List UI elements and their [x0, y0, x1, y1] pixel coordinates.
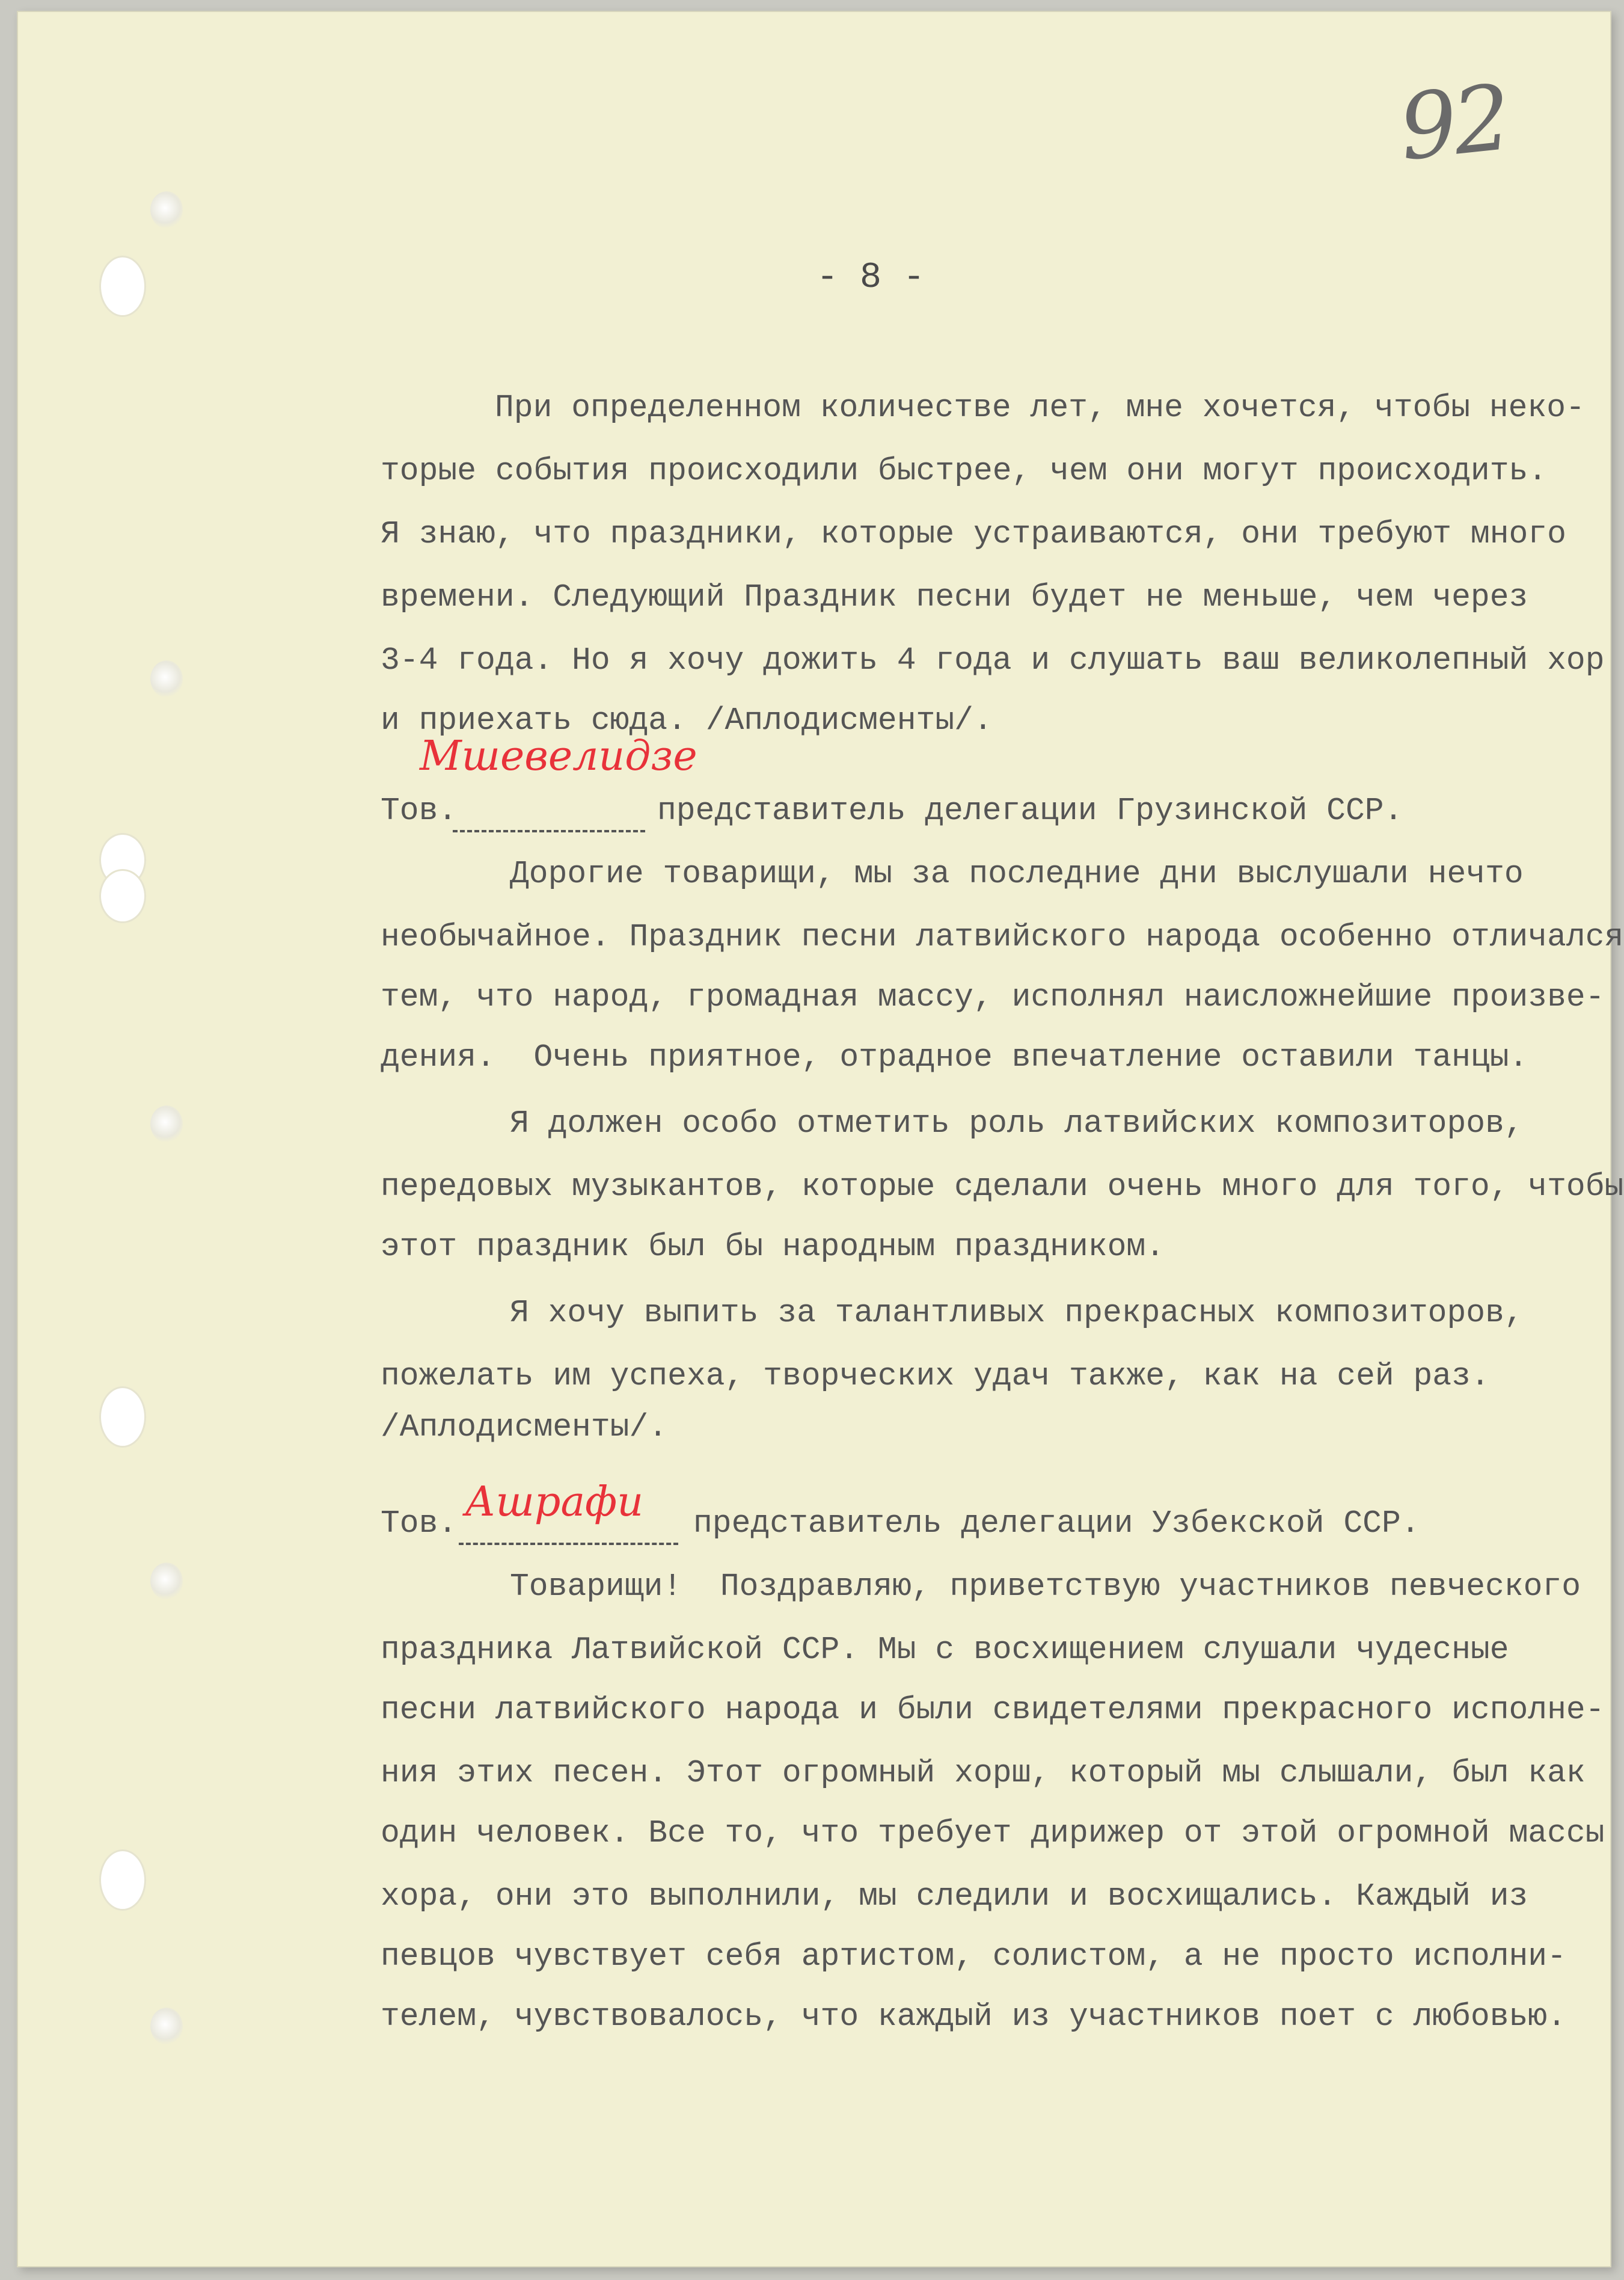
- speaker-role: представитель делегации Узбекской ССР.: [693, 1505, 1420, 1541]
- binder-hole: [101, 871, 144, 921]
- text-line: хора, они это выполнили, мы следили и восхищались. Каждый из: [381, 1878, 1528, 1914]
- speaker-role: представитель делегации Грузинской ССР.: [657, 793, 1403, 829]
- signature-line: [453, 830, 645, 832]
- text-line: 3-4 года. Но я хочу дожить 4 года и слушать ваш великолепный хор: [381, 642, 1605, 678]
- text-line: праздника Латвийской ССР. Мы с восхищением слушали чудесные: [381, 1632, 1509, 1668]
- text-line: /Аплодисменты/.: [381, 1409, 668, 1445]
- text-line: Я хочу выпить за талантливых прекрасных композиторов,: [510, 1295, 1524, 1331]
- binder-hole: [101, 1851, 144, 1909]
- text-line: Я знаю, что праздники, которые устраиваются, они требуют много: [381, 516, 1566, 552]
- text-line: торые события происходили быстрее, чем они могут происходить.: [381, 453, 1548, 489]
- punch-mark: [150, 191, 183, 229]
- binder-hole: [101, 257, 144, 315]
- page-number: - 8 -: [817, 257, 925, 298]
- text-line: певцов чувствует себя артистом, солистом, а не просто исполни-: [381, 1938, 1566, 1974]
- binder-hole: [101, 1388, 144, 1446]
- text-line: и приехать сюда. /Аплодисменты/.: [381, 702, 993, 739]
- document-page: [17, 11, 1624, 2267]
- text-line: этот праздник был бы народным праздником.: [381, 1229, 1165, 1265]
- text-line: передовых музыкантов, которые сделали очень много для того, чтобы: [381, 1169, 1624, 1205]
- signature-line: [459, 1543, 678, 1545]
- text-line: необычайное. Праздник песни латвийского народа особенно отличался: [381, 919, 1624, 955]
- punch-mark: [150, 660, 183, 698]
- speaker-prefix: Тов.: [381, 793, 458, 829]
- archive-number: 92: [1394, 66, 1513, 181]
- text-line: Я должен особо отметить роль латвийских композиторов,: [510, 1105, 1524, 1142]
- text-line: телем, чувствовалось, что каждый из участников поет с любовью.: [381, 1999, 1566, 2035]
- text-line: ния этих песен. Этот огромный хорш, который мы слышали, был как: [381, 1755, 1586, 1791]
- text-line: песни латвийского народа и были свидетелями прекрасного исполне-: [381, 1692, 1605, 1728]
- punch-mark: [150, 2008, 183, 2045]
- text-line: дения. Очень приятное, отрадное впечатление оставили танцы.: [381, 1039, 1528, 1075]
- handwritten-speaker-name: Мшевелидзе: [420, 733, 697, 780]
- text-line: тем, что народ, громадная массу, исполнял наисложнейшие произве-: [381, 979, 1605, 1015]
- punch-mark: [150, 1563, 183, 1600]
- text-line: При определенном количестве лет, мне хочется, чтобы неко-: [495, 390, 1585, 426]
- text-line: времени. Следующий Праздник песни будет не меньше, чем через: [381, 579, 1528, 615]
- text-line: Товарищи! Поздравляю, приветствую участников певческого: [510, 1569, 1581, 1605]
- punch-mark: [150, 1105, 183, 1143]
- speaker-prefix: Тов.: [381, 1505, 458, 1541]
- handwritten-speaker-name: Ашрафи: [465, 1478, 644, 1526]
- text-line: Дорогие товарищи, мы за последние дни выслушали нечто: [510, 856, 1524, 892]
- text-line: один человек. Все то, что требует дирижер от этой огромной массы: [381, 1815, 1605, 1851]
- text-line: пожелать им успеха, творческих удач также, как на сей раз.: [381, 1358, 1490, 1394]
